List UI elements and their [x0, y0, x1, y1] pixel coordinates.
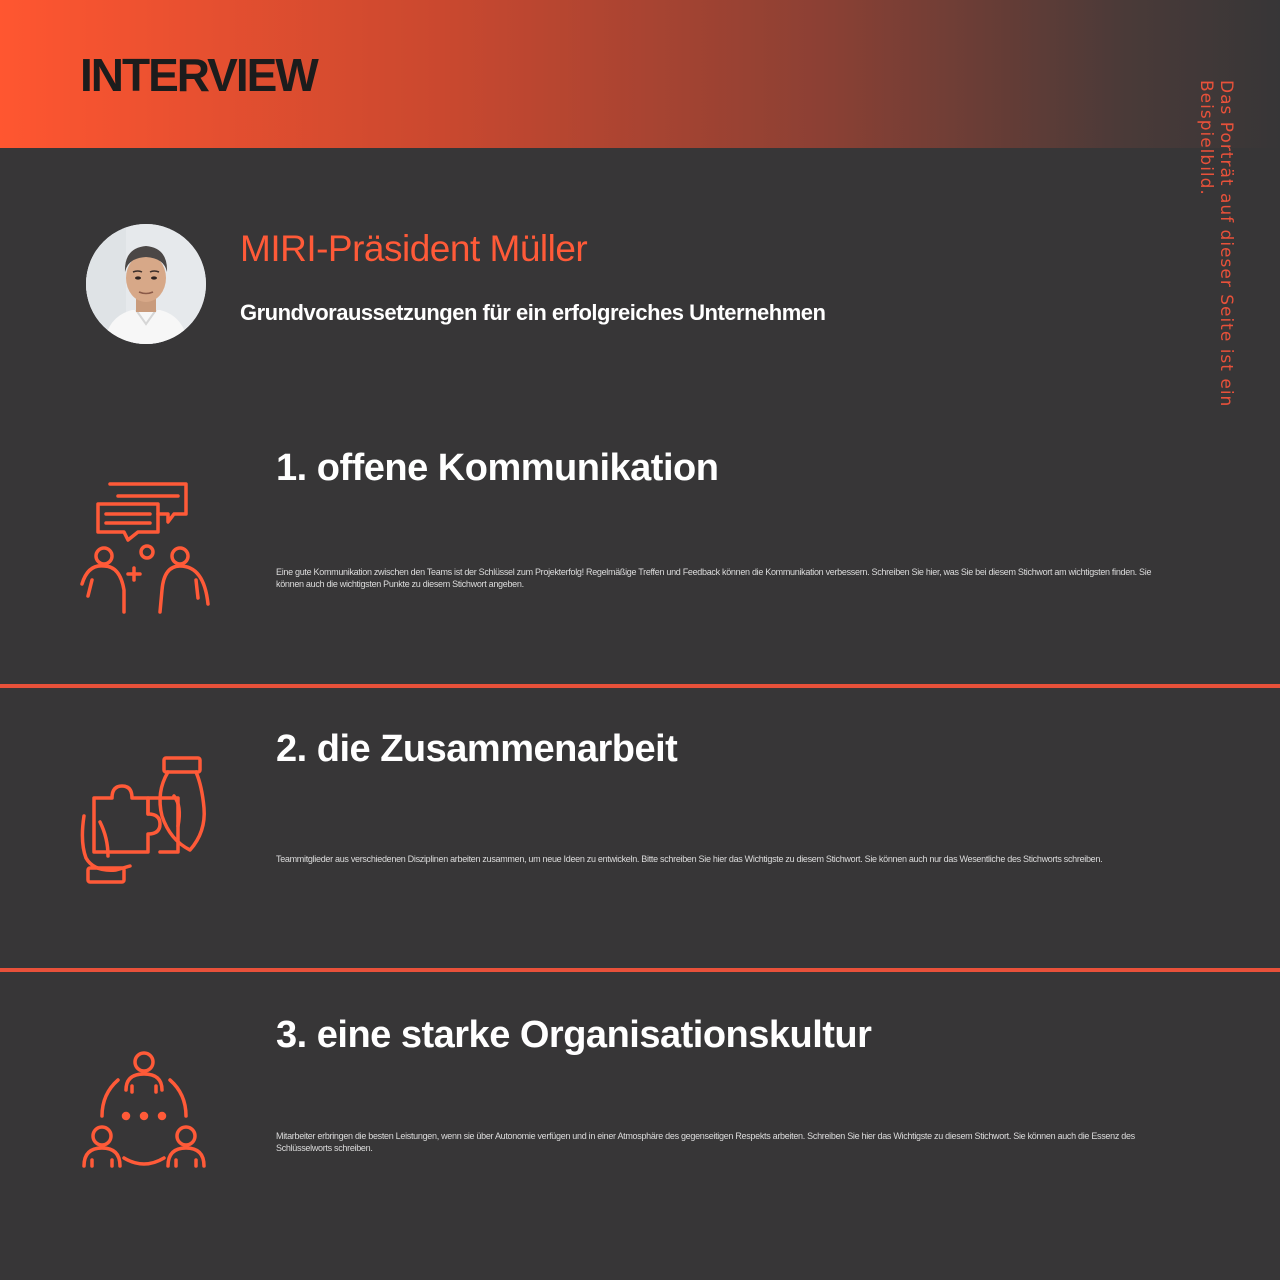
section-title-2: 2. die Zusammenarbeit	[276, 728, 678, 770]
person-subtitle: Grundvoraussetzungen für ein erfolgreiches Unternehmen	[240, 300, 826, 325]
avatar	[86, 224, 206, 344]
communication-icon	[78, 480, 214, 621]
header-banner	[0, 0, 1280, 148]
section-title-1: 1. offene Kommunikation	[276, 447, 719, 489]
side-note: Das Porträt auf dieser Seite ist ein Beispielbild.	[1196, 80, 1236, 408]
person-name: MIRI-Präsident Müller	[240, 228, 588, 269]
page-title: INTERVIEW	[80, 49, 317, 101]
section-text-2: Teammitglieder aus verschiedenen Disziplinen arbeiten zusammen, um neue Ideen zu entwickeln. Bitte schreiben Sie hier das Wichtigste zu diesem Stichwort. Sie können auch nur das Wesentliche des Stichworts schreiben.	[276, 854, 1103, 864]
collaboration-puzzle-icon	[78, 756, 212, 893]
section-divider	[0, 968, 1280, 972]
section-divider	[0, 684, 1280, 688]
section-title-3: 3. eine starke Organisationskultur	[276, 1014, 872, 1056]
section-text-3: Mitarbeiter erbringen die besten Leistungen, wenn sie über Autonomie verfügen und in einer Atmosphäre des gegenseitigen Respekts arbeiten. Schreiben Sie hier das Wichtigste zu diesem Stichwort. Sie können auch die Essenz des Schlüsselworts schreiben.	[276, 1131, 1135, 1153]
section-text-1: Eine gute Kommunikation zwischen den Teams ist der Schlüssel zum Projekterfolg! Regelmäßige Treffen und Feedback können die Kommunikation verbessern. Schreiben Sie hier, was Sie bei diesem Stichwort am wichtigsten finden. Sie können auch die wichtigsten Punkte zu diesem Stichwort angeben.	[276, 567, 1152, 589]
organization-culture-icon	[80, 1050, 210, 1179]
